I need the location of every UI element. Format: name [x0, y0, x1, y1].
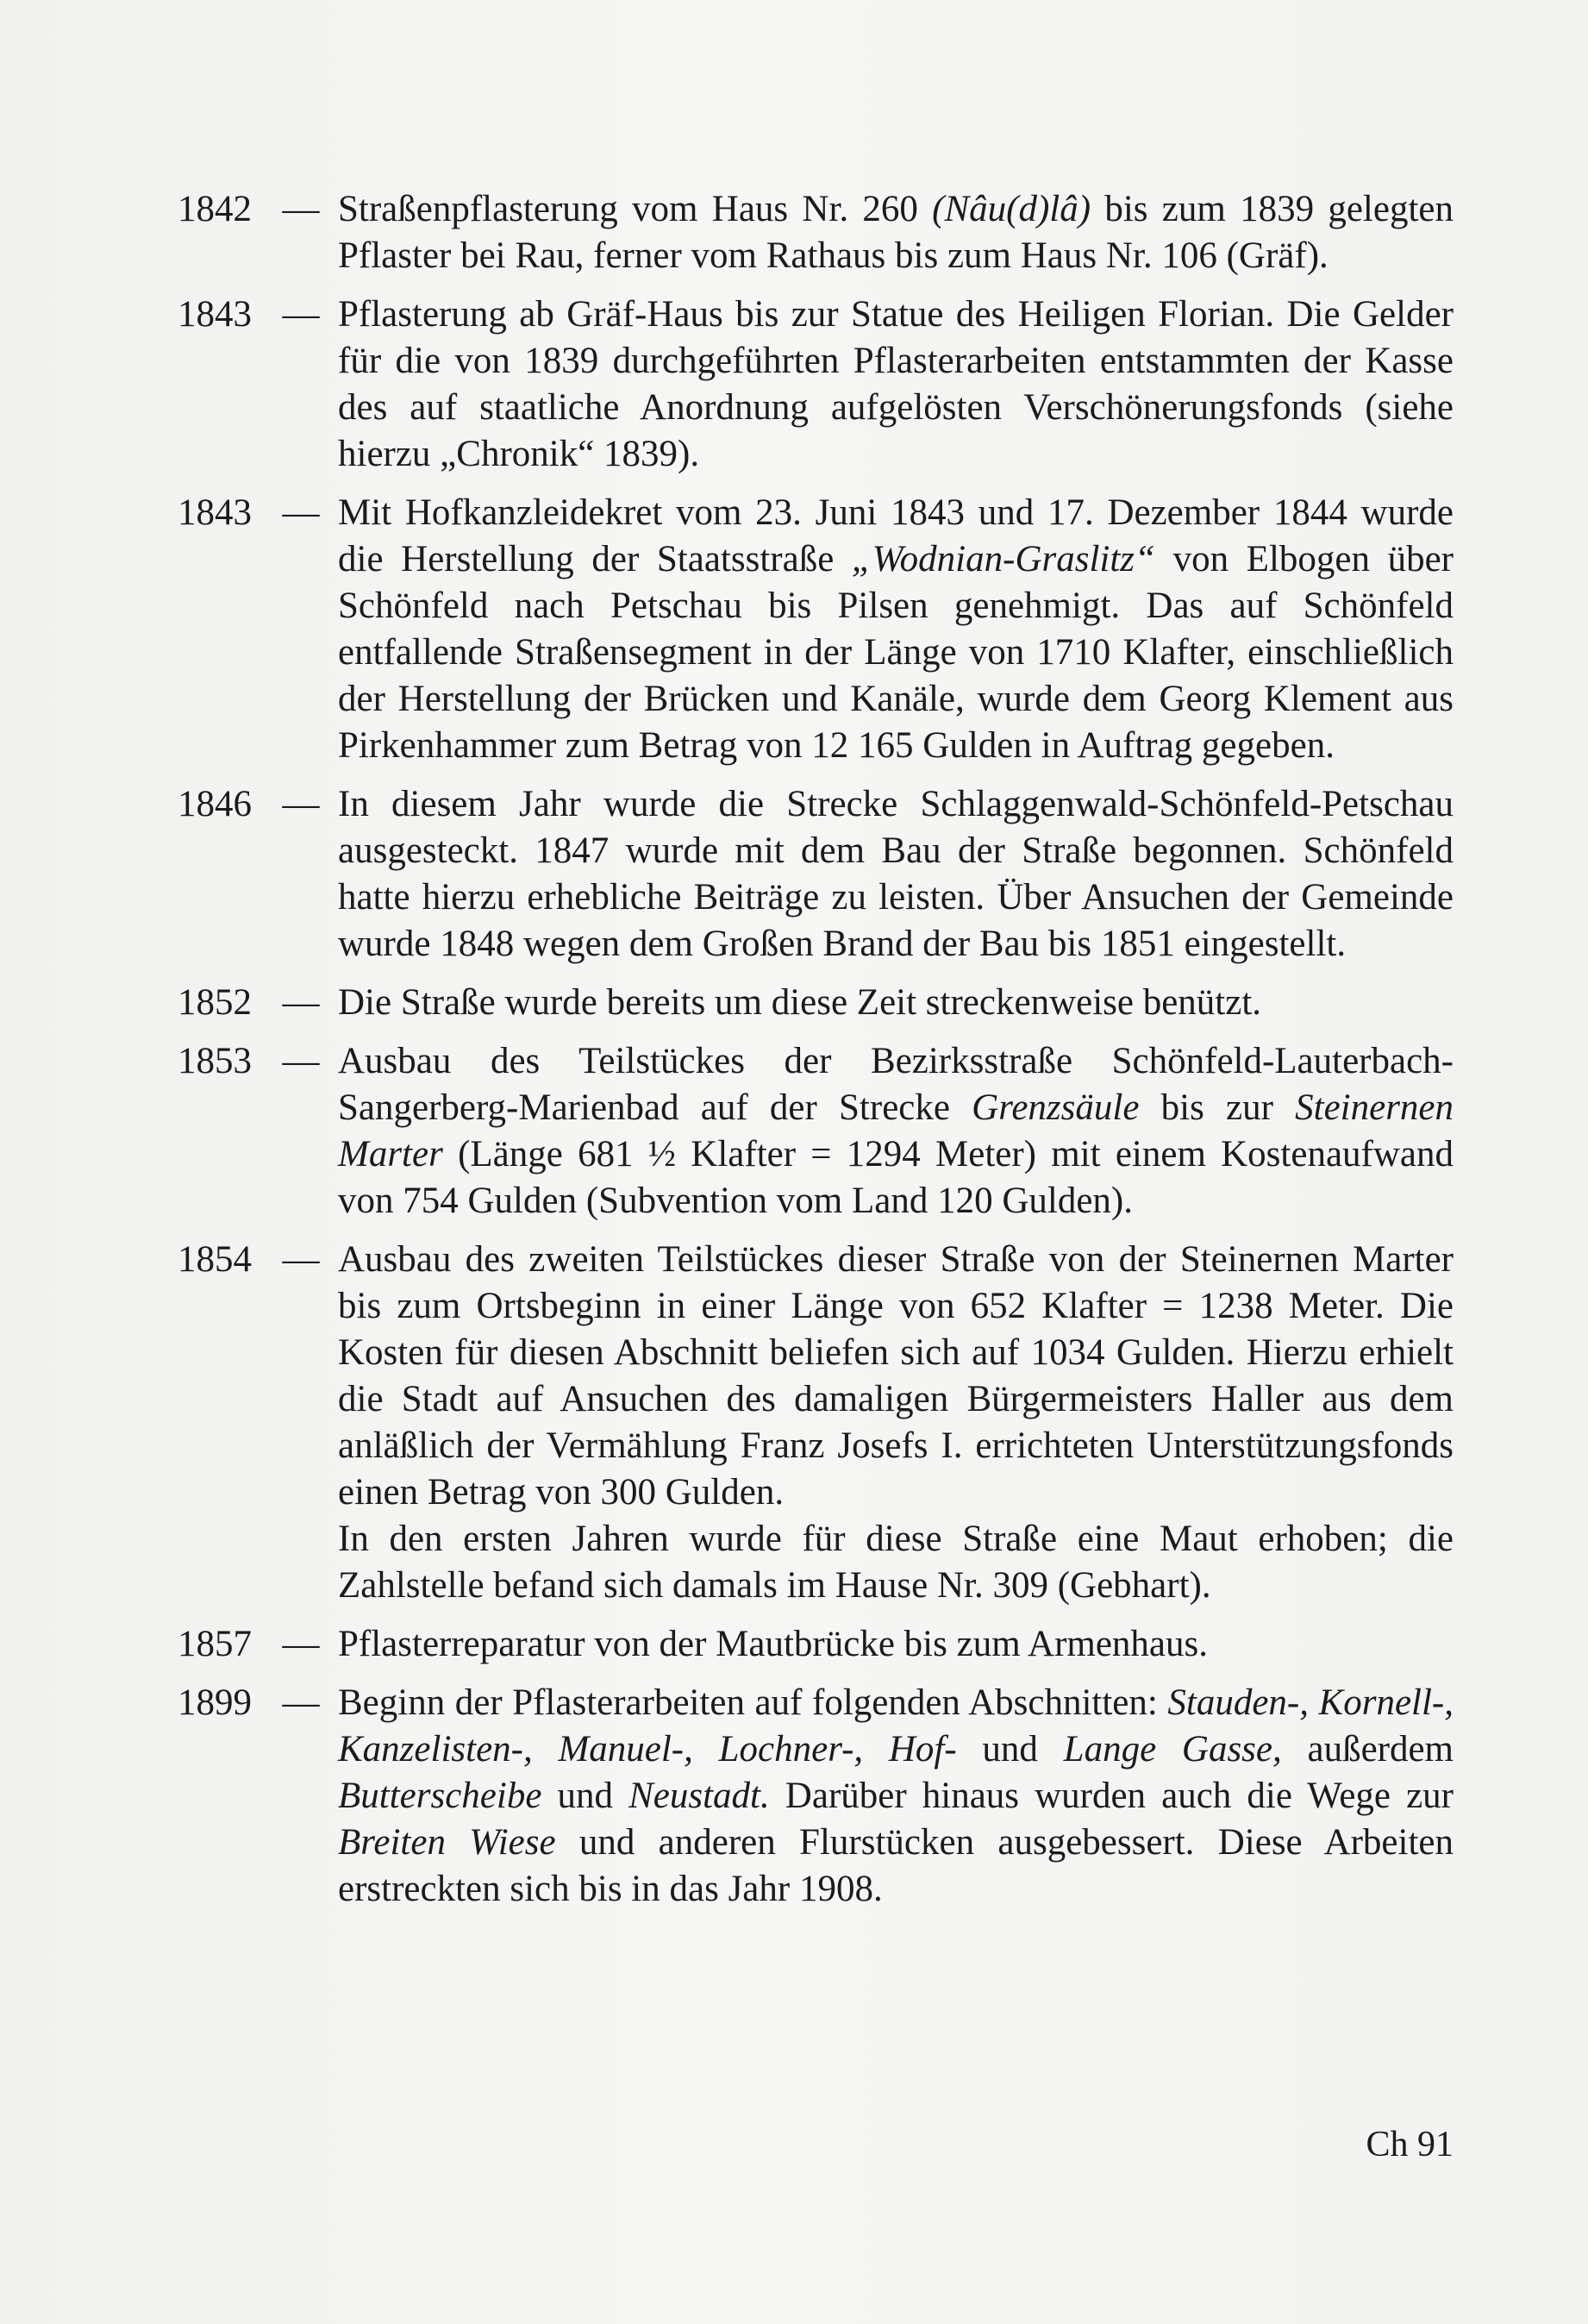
entry-year: 1842	[178, 189, 252, 229]
entry-text	[338, 1680, 1454, 1913]
italic-text: Neustadt.	[628, 1776, 770, 1816]
text-run: von Elbogen über Schönfeld nach Petschau bis Pilsen genehmigt. Das auf Schönfeld entfallende Straßensegment in der Länge von 1710 Klafter, einschließlich der Herstellung der Brücken und Kanäle, wurde dem Georg Klement aus Pirkenhammer zum Betrag von 12 165 Gulden in Auftrag gegeben.	[338, 539, 1454, 766]
italic-text: Grenzsäule	[972, 1087, 1140, 1128]
chronicle-entry	[178, 291, 1454, 478]
entry-paragraph	[338, 1038, 1454, 1225]
italic-text: Butterscheibe	[338, 1776, 542, 1816]
entry-paragraph	[338, 781, 1454, 968]
entry-text	[338, 980, 1454, 1026]
entry-text	[338, 1038, 1454, 1225]
chronicle-entry	[178, 1621, 1454, 1668]
entry-dash: —	[282, 189, 320, 229]
entry-text	[338, 781, 1454, 968]
text-run: Darüber hinaus wurden auch die Wege zur	[769, 1776, 1454, 1816]
italic-text: Stauden-, Kornell-, Kanzelisten-, Manuel-, Lochner-, Hof-	[338, 1682, 1454, 1770]
italic-text: (Nâu(d)lâ)	[932, 189, 1091, 229]
entry-dash: —	[282, 1041, 320, 1081]
entry-year: 1846	[178, 784, 252, 824]
chronicle-entry	[178, 186, 1454, 279]
entry-text	[338, 291, 1454, 478]
entry-dash: —	[282, 784, 320, 824]
text-run: bis zur	[1139, 1087, 1296, 1128]
italic-text: Breiten Wiese	[338, 1822, 556, 1863]
entry-year: 1853	[178, 1041, 252, 1081]
text-run: und	[541, 1776, 629, 1816]
entry-dash: —	[282, 1624, 320, 1664]
text-run: In den ersten Jahren wurde für diese Straße eine Maut erhoben; die Zahlstelle befand sich damals im Hause Nr. 309 (Gebhart).	[338, 1519, 1454, 1606]
entry-year: 1854	[178, 1239, 252, 1280]
italic-text: Steinernen Marter	[338, 1087, 1454, 1175]
entry-year: 1843	[178, 492, 252, 533]
entry-paragraph	[338, 1680, 1454, 1913]
text-run: außerdem	[1281, 1729, 1454, 1770]
entry-dash: —	[282, 982, 320, 1023]
text-run: In diesem Jahr wurde die Strecke Schlaggenwald-Schönfeld-Petschau ausgesteckt. 1847 wurde mit dem Bau der Straße begonnen. Schönfeld hatte hierzu erhebliche Beiträge zu leisten. Über Ansuchen der Gemeinde wurde 1848 wegen dem Großen Brand der Bau bis 1851 eingestellt.	[338, 784, 1454, 964]
italic-text: „Wodnian-Graslitz“	[851, 539, 1155, 579]
entry-paragraph	[338, 1621, 1454, 1668]
entry-year: 1899	[178, 1682, 252, 1723]
text-run: Ausbau des zweiten Teilstückes dieser Straße von der Steinernen Marter bis zum Ortsbeginn in einer Länge von 652 Klafter = 1238 Meter. Die Kosten für diesen Abschnitt beliefen sich auf 1034 Gulden. Hierzu erhielt die Stadt auf Ansuchen des damaligen Bürgermeisters Haller aus dem anläßlich der Vermählung Franz Josefs I. errichteten Unterstützungsfonds einen Betrag von 300 Gulden.	[338, 1239, 1454, 1513]
entry-paragraph	[338, 490, 1454, 769]
chronicle-entry	[178, 1237, 1454, 1609]
text-run: Pflasterung ab Gräf-Haus bis zur Statue des Heiligen Florian. Die Gelder für die von 1839 durchgeführten Pflasterarbeiten entstammten der Kasse des auf staatliche Anordnung aufgelösten Verschönerungsfonds (siehe hierzu „Chronik“ 1839).	[338, 294, 1454, 474]
chronicle-entry	[178, 490, 1454, 769]
text-run: Beginn der Pflasterarbeiten auf folgenden Abschnitten:	[338, 1682, 1168, 1723]
entry-text	[338, 1237, 1454, 1609]
text-run: Die Straße wurde bereits um diese Zeit streckenweise benützt.	[338, 982, 1262, 1023]
entry-dash: —	[282, 1239, 320, 1280]
chronicle-entries	[178, 186, 1454, 1913]
entry-paragraph	[338, 1237, 1454, 1516]
entry-paragraph	[338, 1516, 1454, 1609]
entry-text	[338, 186, 1454, 279]
page-number: Ch 91	[1366, 2125, 1454, 2164]
text-run: (Länge 681 ½ Klafter = 1294 Meter) mit einem Kostenaufwand von 754 Gulden (Subvention vom Land 120 Gulden).	[338, 1134, 1454, 1221]
italic-text: Lange Gasse,	[1063, 1729, 1282, 1770]
entry-year: 1852	[178, 982, 252, 1023]
text-run: und	[956, 1729, 1064, 1770]
entry-dash: —	[282, 1682, 320, 1723]
entry-paragraph	[338, 186, 1454, 279]
entry-paragraph	[338, 291, 1454, 478]
text-run: Ausbau des Teilstückes der Bezirksstraße Schönfeld-Lauterbach-Sangerberg-Marienbad auf der Strecke	[338, 1041, 1454, 1128]
chronicle-entry	[178, 781, 1454, 968]
text-run: Pflasterreparatur von der Mautbrücke bis zum Armenhaus.	[338, 1624, 1208, 1664]
chronicle-entry	[178, 1680, 1454, 1913]
entry-dash: —	[282, 492, 320, 533]
entry-text	[338, 1621, 1454, 1668]
text-run: Mit Hofkanzleidekret vom 23. Juni 1843 und 17. Dezember 1844 wurde die Herstellung der Staatsstraße	[338, 492, 1454, 579]
entry-paragraph	[338, 980, 1454, 1026]
text-run: und anderen Flurstücken ausgebessert. Diese Arbeiten erstreckten sich bis in das Jahr 1908.	[338, 1822, 1454, 1909]
entry-year: 1843	[178, 294, 252, 335]
entry-text	[338, 490, 1454, 769]
entry-year: 1857	[178, 1624, 252, 1664]
chronicle-entry	[178, 1038, 1454, 1225]
entry-dash: —	[282, 294, 320, 335]
chronicle-entry	[178, 980, 1454, 1026]
text-run: Straßenpflasterung vom Haus Nr. 260	[338, 189, 933, 229]
text-run: bis zum 1839 gelegten Pflaster bei Rau, ferner vom Rathaus bis zum Haus Nr. 106 (Gräf).	[338, 189, 1454, 276]
